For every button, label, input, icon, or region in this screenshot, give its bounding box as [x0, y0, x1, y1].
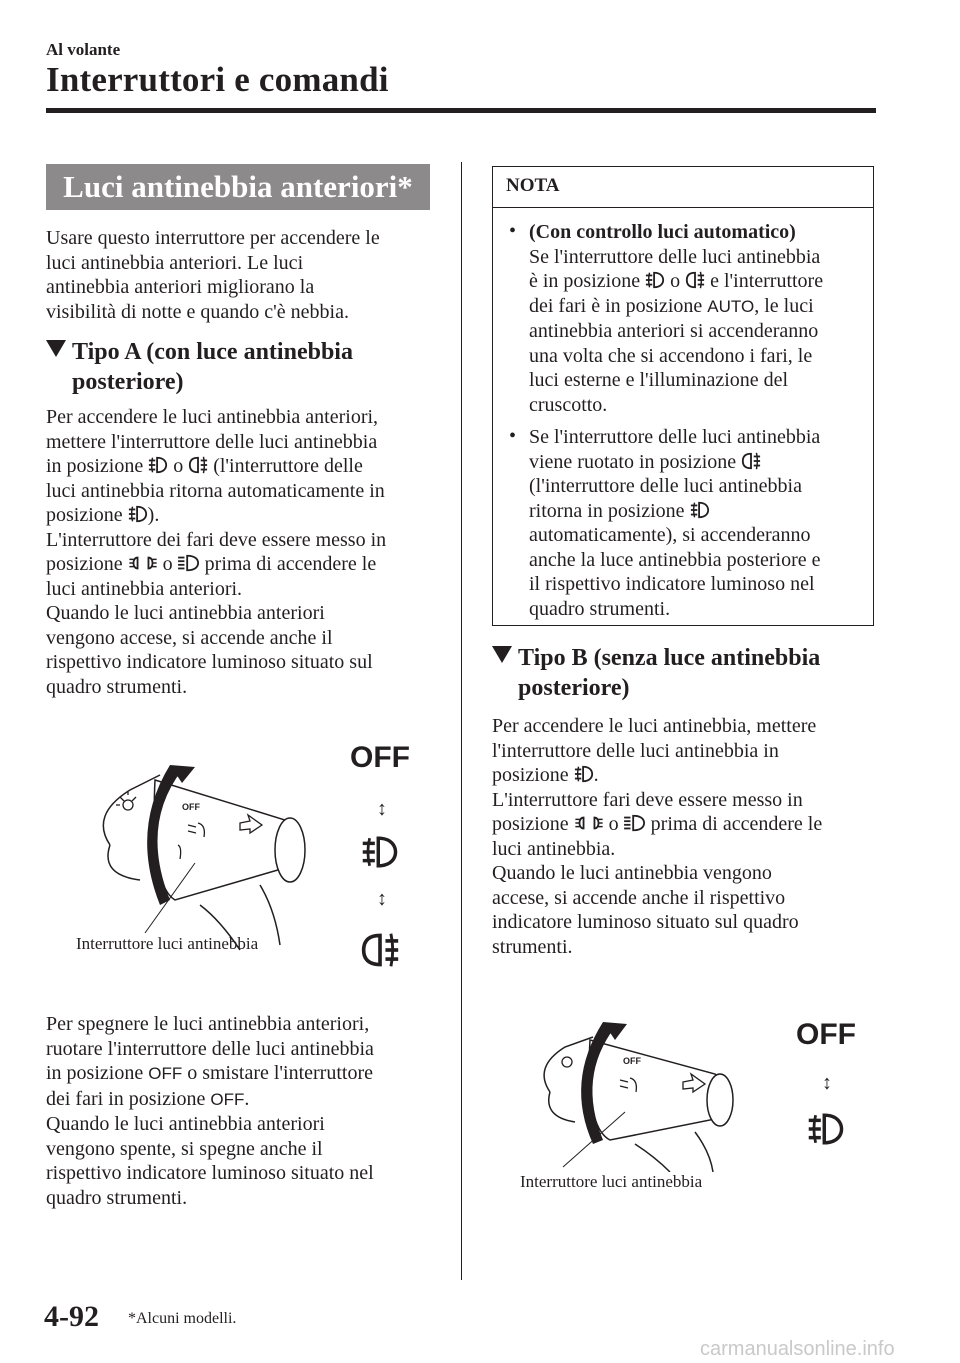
type-a-heading: Tipo A (con luce antinebbia posteriore): [46, 337, 446, 397]
up-down-arrow-icon: ↕: [822, 1072, 832, 1094]
off-paragraph: Per spegnere le luci antinebbia anteriori, ruotare l'interruttore delle luci antinebbia in posizione OFF o smistare l'interruttore dei fari in posizione OFF. Quando le luci antinebbia anteriori vengono spente, si spegne anche il rispettivo indicatore luminoso situato nel quadro strumenti.: [46, 1013, 374, 1209]
stalk-illustration: [103, 775, 305, 950]
front-fog-icon: [148, 455, 168, 475]
triangle-bullet-icon: [492, 646, 512, 663]
figure-b-caption: Interruttore luci antinebbia: [520, 1172, 703, 1191]
intro-line: luci antinebbia anteriori. Le luci: [46, 251, 304, 274]
watermark: carmanualsonline.info: [700, 1338, 895, 1360]
footnote: *Alcuni modelli.: [128, 1310, 237, 1327]
rear-fog-icon: [188, 455, 208, 475]
bullet-icon: •: [509, 220, 517, 242]
triangle-bullet-icon: [46, 340, 66, 357]
nota-bullet-1: (Con controllo luci automatico) Se l'interruttore delle luci antinebbia è in posizione o e l'interruttore dei fari è in posizione AUTO, le luci antinebbia anteriori si accenderanno una volta che si accendono i fari, le luci esterne e l'illuminazione del cruscotto.: [529, 221, 824, 416]
front-fog-icon: [645, 270, 665, 290]
section-banner: Luci antinebbia anteriori*: [46, 164, 430, 210]
up-down-arrow-icon: ↕: [377, 798, 387, 820]
front-fog-icon: [128, 504, 148, 524]
page-number: 4-92: [44, 1300, 99, 1333]
intro-line: antinebbia anteriori migliorano la: [46, 276, 315, 298]
rear-fog-icon: [741, 451, 761, 471]
rear-fog-icon: [360, 930, 400, 970]
type-a-paragraph: Per accendere le luci antinebbia anteriori, mettere l'interruttore delle luci antinebbia in posizione o (l'interruttore delle luci antinebbia ritorna automaticamente in posizione ). L'interruttore dei fari deve essere messo in posizione o prima di accendere le luci antinebbia anteriori. Quando le luci antinebbia anteriori vengono accese, si accende anche il rispettivo indicatore luminoso situato sul quadro strumenti.: [46, 406, 387, 698]
nota-label: NOTA: [506, 175, 560, 196]
front-fog-icon: [690, 500, 710, 520]
fog-switch-figure-b: [515, 1012, 785, 1172]
headlight-icon: [624, 813, 646, 833]
parking-light-icon: [128, 553, 158, 573]
stalk-off-label: OFF: [182, 802, 200, 812]
nota-rule: [493, 207, 873, 208]
front-fog-icon: [806, 1110, 846, 1148]
intro-paragraph: [46, 226, 446, 324]
stalk-off-label: OFF: [623, 1056, 641, 1066]
figure-a-caption: Interruttore luci antinebbia: [76, 934, 259, 953]
title-rule: [46, 108, 876, 113]
front-fog-icon: [574, 764, 594, 784]
front-fog-icon: [360, 833, 400, 871]
intro-line: Usare questo interruttore per accendere le: [46, 227, 380, 249]
up-down-arrow-icon: ↕: [377, 888, 387, 910]
intro-line: visibilità di notte e quando c'è nebbia.: [46, 300, 349, 323]
section-label: Al volante: [46, 40, 121, 59]
page-title: Interruttori e comandi: [46, 60, 389, 99]
off-position-label: OFF: [796, 1018, 856, 1051]
headlight-icon: [178, 553, 200, 573]
nota-box: [492, 166, 874, 626]
rear-fog-icon: [685, 270, 705, 290]
off-position-label: OFF: [350, 741, 410, 774]
bullet-icon: •: [509, 425, 517, 447]
parking-light-icon: [574, 813, 604, 833]
column-divider: [461, 162, 462, 1280]
nota-bullet-2: Se l'interruttore delle luci antinebbia viene ruotato in posizione (l'interruttore delle luci antinebbia ritorna in posizione automaticamente), si accenderanno anche la luce antinebbia posteriore e il rispettivo indicatore luminoso nel quadro strumenti.: [529, 426, 821, 620]
type-b-heading: Tipo B (senza luce antinebbia posteriore): [492, 643, 892, 703]
type-b-paragraph: Per accendere le luci antinebbia, mettere l'interruttore delle luci antinebbia in posizione . L'interruttore fari deve essere messo in posizione o prima di accendere le luci antinebbia. Quando le luci antinebbia vengono accese, si accende anche il rispettivo indicatore luminoso situato sul quadro strumenti.: [492, 715, 823, 958]
